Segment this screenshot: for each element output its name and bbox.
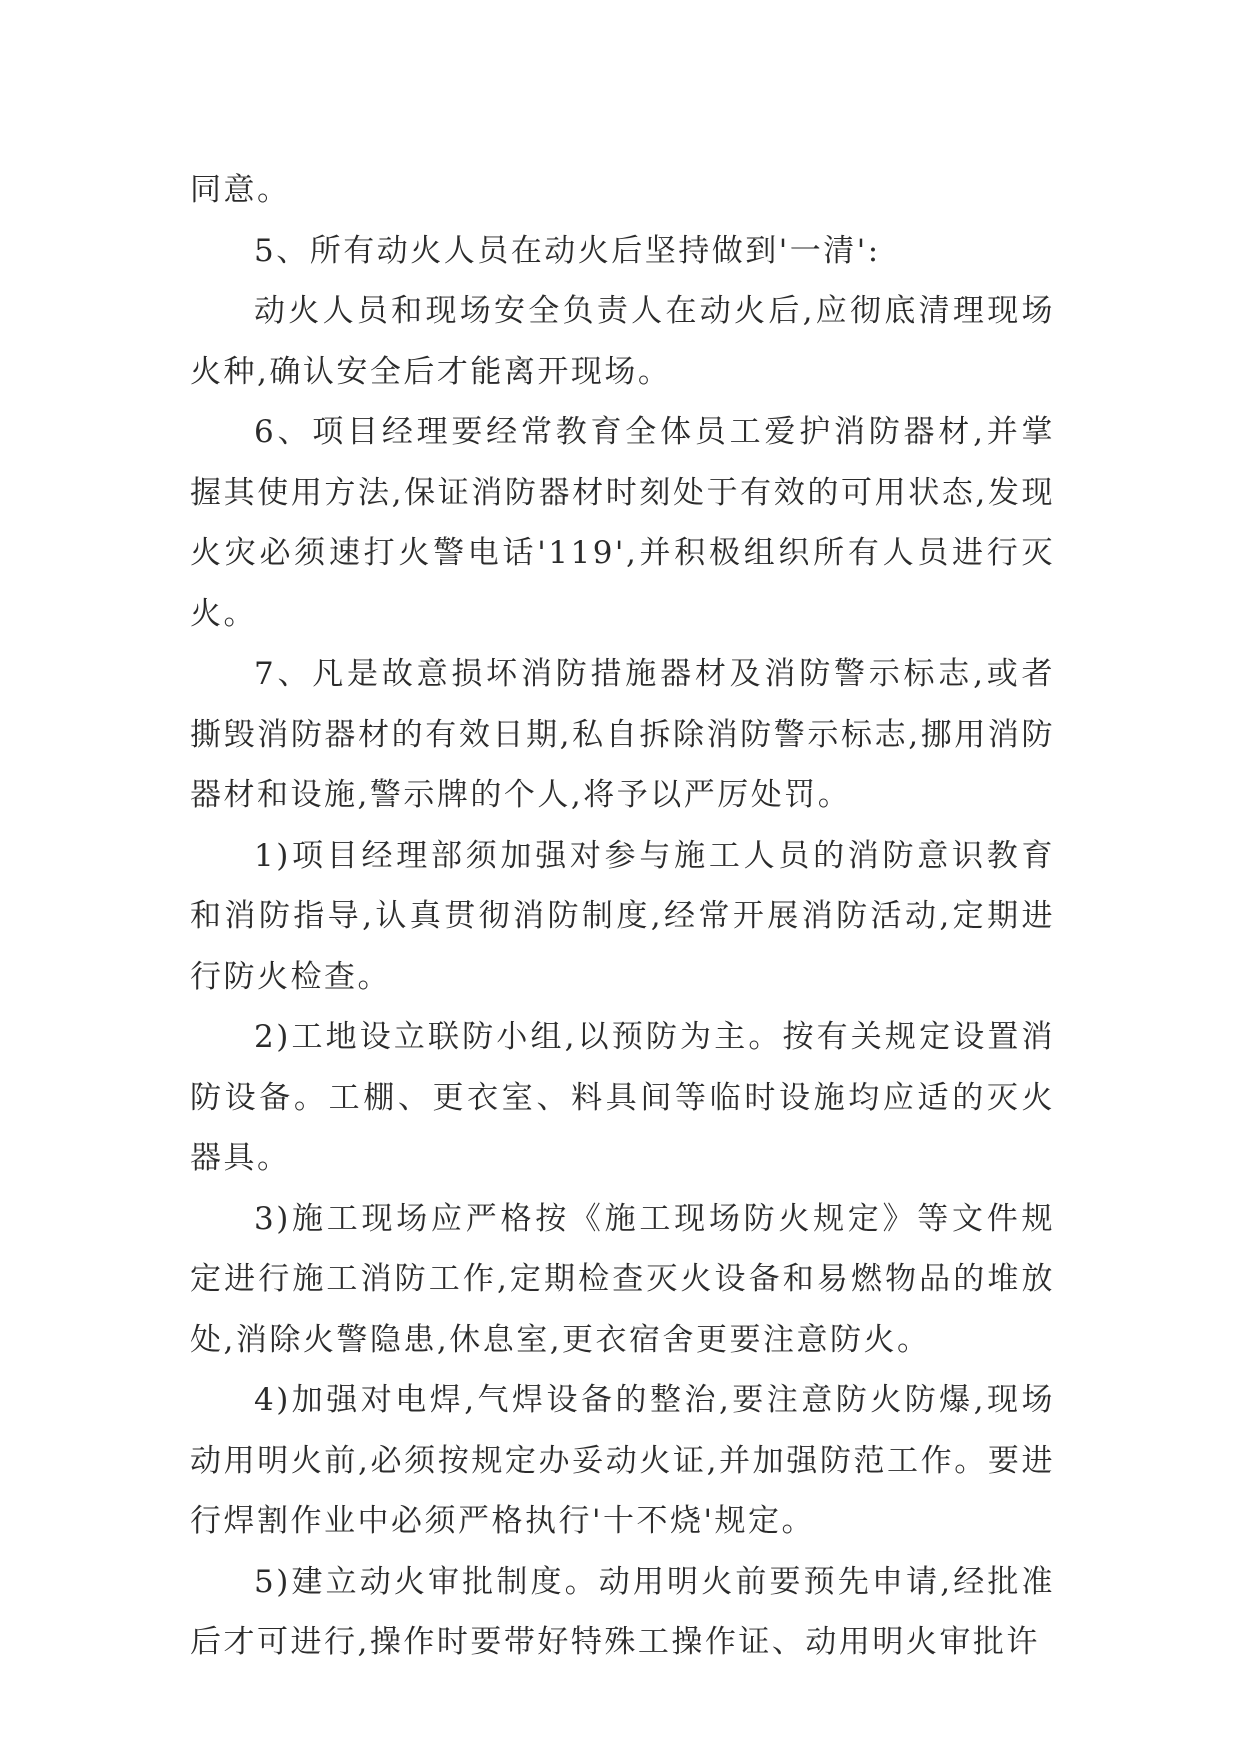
- paragraph-item-6: 6、项目经理要经常教育全体员工爱护消防器材,并掌握其使用方法,保证消防器材时刻处于有效的可用状态,发现火灾必须速打火警电话'119',并积极组织所有人员进行灭火。: [190, 414, 1055, 632]
- paragraph-item-5: 5、所有动火人员在动火后坚持做到'一清':: [254, 232, 881, 269]
- paragraph-item-5-detail: 动火人员和现场安全负责人在动火后,应彻底清理现场火种,确认安全后才能离开现场。: [190, 293, 1055, 390]
- paragraph-item-7: 7、凡是故意损坏消防措施器材及消防警示标志,或者撕毁消防器材的有效日期,私自拆除消防警示标志,挪用消防器材和设施,警示牌的个人,将予以严厉处罚。: [190, 656, 1055, 813]
- paragraph-subitem-4: 4)加强对电焊,气焊设备的整治,要注意防火防爆,现场动用明火前,必须按规定办妥动火证,并加强防范工作。要进行焊割作业中必须严格执行'十不烧'规定。: [190, 1382, 1055, 1539]
- paragraph-subitem-5: 5)建立动火审批制度。动用明火前要预先申请,经批准后才可进行,操作时要带好特殊工操作证、动用明火审批许: [190, 1563, 1055, 1660]
- paragraph-subitem-3: 3)施工现场应严格按《施工现场防火规定》等文件规定进行施工消防工作,定期检查灭火设备和易燃物品的堆放处,消除火警隐患,休息室,更衣宿舍更要注意防火。: [190, 1200, 1055, 1358]
- paragraph-subitem-2: 2)工地设立联防小组,以预防为主。按有关规定设置消防设备。工棚、更衣室、料具间等临时设施均应适的灭火器具。: [190, 1019, 1055, 1176]
- document-body: [190, 160, 1055, 1673]
- paragraph-subitem-1: 1)项目经理部须加强对参与施工人员的消防意识教育和消防指导,认真贯彻消防制度,经常开展消防活动,定期进行防火检查。: [190, 837, 1055, 995]
- paragraph-continuation: 同意。: [190, 172, 291, 208]
